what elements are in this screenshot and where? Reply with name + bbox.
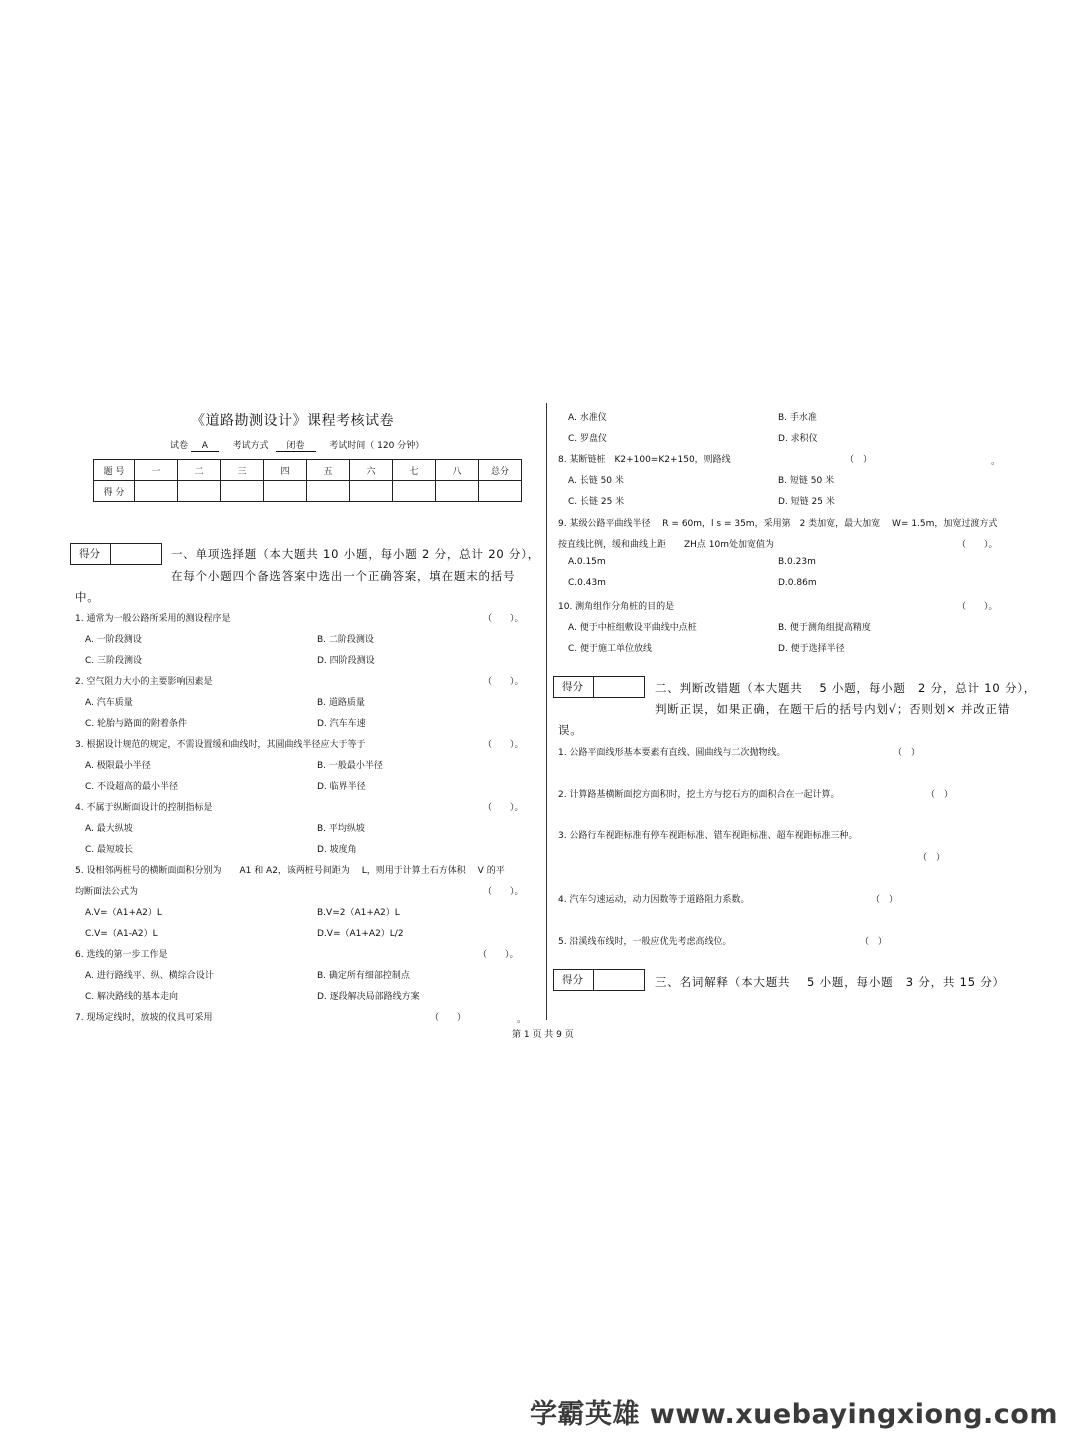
table-cell: 五	[307, 460, 350, 481]
answer-paren[interactable]: （ ）。	[957, 602, 998, 612]
judge-item: 3. 公路行车视距标准有停车视距标准、错车视距标准、超车视距标准三种。	[558, 831, 858, 841]
question-stem: 1. 通常为一般公路所采用的测设程序是	[75, 614, 231, 624]
option-a: A. 长链 50 米	[568, 476, 624, 486]
table-cell: 二	[178, 460, 221, 481]
option-a: A. 进行路线平、纵、横综合设计	[85, 971, 214, 981]
table-cell: 八	[436, 460, 479, 481]
answer-paren[interactable]: （ ）。	[483, 803, 524, 813]
option-b: B.V=2（A1+A2）L	[317, 908, 400, 918]
option-a: A.0.15m	[568, 557, 606, 567]
judge-item: 5. 沿溪线布线时，一般应优先考虑高线位。	[558, 937, 732, 947]
score-input-cell[interactable]	[264, 481, 307, 502]
question-stem: 2. 空气阻力大小的主要影响因素是	[75, 677, 213, 687]
exam-meta	[170, 438, 424, 452]
score-input-cell[interactable]	[307, 481, 350, 502]
answer-paren[interactable]: （ ）	[926, 790, 954, 800]
answer-paren[interactable]: （ ）。	[483, 740, 524, 750]
option-c: C. 长链 25 米	[568, 497, 625, 507]
option-c: C.V=（A1-A2）L	[85, 929, 158, 939]
score-input-cell[interactable]	[221, 481, 264, 502]
option-c: C.0.43m	[568, 578, 606, 588]
answer-paren[interactable]: （ ）	[845, 455, 873, 465]
table-cell: 总分	[479, 460, 522, 481]
question-stem-line2: 均断面法公式为	[75, 887, 139, 897]
option-b: B. 一般最小半径	[317, 761, 383, 771]
score-input-cell[interactable]	[393, 481, 436, 502]
option-c: C. 轮胎与路面的附着条件	[85, 719, 188, 729]
question-stem: 8. 某断链桩 K2+100=K2+150，则路线	[558, 455, 731, 465]
option-d: D. 求积仪	[778, 434, 818, 444]
option-b: B.0.23m	[778, 557, 816, 567]
judge-item: 2. 计算路基横断面挖方面积时，挖土方与挖石方的面积合在一起计算。	[558, 790, 840, 800]
score-table-score-row	[94, 481, 522, 502]
question-stem: 4. 不属于纵断面设计的控制指标是	[75, 803, 213, 813]
question-stem: 9. 某级公路平曲线半径 R = 60m，l s = 35m，采用第 2 类加宽，最大加宽 W= 1.5m，加宽过渡方式	[558, 519, 998, 529]
paper-label: 试卷	[170, 441, 189, 451]
score-input-cell[interactable]	[436, 481, 479, 502]
option-d: D. 四阶段测设	[317, 656, 375, 666]
option-c: C. 解决路线的基本走向	[85, 992, 179, 1002]
end-period: 。	[991, 457, 1001, 467]
time-label: 考试时间（	[329, 441, 375, 451]
paper-value: A	[191, 441, 219, 452]
option-b: B. 短链 50 米	[778, 476, 835, 486]
option-c: C. 便于施工单位放线	[568, 644, 653, 654]
answer-paren[interactable]: （ ）。	[483, 677, 524, 687]
option-c: C. 三阶段测设	[85, 656, 143, 666]
option-a: A. 水准仪	[568, 413, 607, 423]
table-cell: 四	[264, 460, 307, 481]
question-stem: 3. 根据设计规范的规定，不需设置缓和曲线时，其圆曲线半径应大于等于	[75, 740, 366, 750]
option-c: C. 不设超高的最小半径	[85, 782, 179, 792]
option-a: A.V=（A1+A2）L	[85, 908, 162, 918]
score-input-cell[interactable]	[350, 481, 393, 502]
answer-paren[interactable]: （ ）。	[483, 887, 524, 897]
option-b: B. 确定所有细部控制点	[317, 971, 410, 981]
option-d: D.V=（A1+A2）L/2	[317, 929, 404, 939]
answer-paren[interactable]: （ ）	[893, 748, 921, 758]
section2-heading: 二、判断改错题（本大题共 5 小题，每小题 2 分，总计 10 分），	[655, 681, 1037, 695]
question-stem: 10. 测角组作分角桩的目的是	[558, 602, 675, 612]
option-d: D.0.86m	[778, 578, 817, 588]
question-stem: 5. 设相邻两桩号的横断面面积分别为 A1 和 A2，该两桩号间距为 L，则用于计算土石方体积 V 的平	[75, 866, 505, 876]
section3-heading: 三、名词解释（本大题共 5 小题，每小题 3 分，共 15 分）	[655, 975, 1005, 989]
score-table	[93, 459, 522, 502]
table-cell: 六	[350, 460, 393, 481]
option-c: C. 罗盘仪	[568, 434, 608, 444]
option-a: A. 极限最小半径	[85, 761, 151, 771]
exam-title: 《道路勘测设计》课程考核试卷	[191, 413, 394, 429]
answer-paren[interactable]: （ ）	[430, 1013, 467, 1023]
score-input-cell[interactable]	[479, 481, 522, 502]
score-table-header-row	[94, 460, 522, 481]
answer-paren[interactable]: （ ）。	[478, 950, 519, 960]
question-stem-line2: 按直线比例，缓和曲线上距 ZH点 10m处加宽值为	[558, 540, 775, 550]
option-d: D. 短链 25 米	[778, 497, 835, 507]
page-number: 第 1 页 共 9 页	[512, 1030, 574, 1040]
option-d: D. 汽车车速	[317, 719, 366, 729]
option-b: B. 道路质量	[317, 698, 365, 708]
option-a: A. 汽车质量	[85, 698, 133, 708]
time-value: 120 分钟）	[377, 441, 425, 451]
question-stem: 7. 现场定线时，放坡的仪具可采用	[75, 1013, 213, 1023]
judge-item: 1. 公路平面线形基本要素有直线、圆曲线与二次抛物线。	[558, 748, 786, 758]
option-a: A. 一阶段测设	[85, 635, 142, 645]
table-cell: 三	[221, 460, 264, 481]
table-cell: 七	[393, 460, 436, 481]
answer-paren[interactable]: （ ）	[918, 853, 946, 863]
section3-score-box[interactable]	[553, 969, 645, 991]
option-b: B. 二阶段测设	[317, 635, 374, 645]
table-cell: 题 号	[94, 460, 135, 481]
score-input-cell[interactable]	[135, 481, 178, 502]
section2-heading-line2: 判断正误，如果正确，在题干后的括号内划√；否则划× 并改正错	[655, 702, 1011, 716]
option-d: D. 便于选择半径	[778, 644, 845, 654]
option-d: D. 坡度角	[317, 845, 357, 855]
watermark: 学霸英雄 www.xuebayingxiong.com	[529, 1399, 1058, 1430]
table-cell: 得 分	[94, 481, 135, 502]
option-a: A. 最大纵坡	[85, 824, 133, 834]
method-value: 闭卷	[276, 438, 316, 452]
answer-paren[interactable]: （ ）。	[483, 614, 524, 624]
option-a: A. 便于中桩组敷设平曲线中点桩	[568, 623, 697, 633]
option-b: B. 便于测角组提高精度	[778, 623, 871, 633]
judge-item: 4. 汽车匀速运动，动力因数等于道路阻力系数。	[558, 895, 750, 905]
score-box-label: 得分	[554, 970, 594, 990]
end-period: 。	[517, 1015, 527, 1025]
section1-heading-line2: 在每个小题四个备选答案中选出一个正确答案，填在题末的括号	[171, 569, 516, 583]
method-label: 考试方式	[232, 441, 269, 451]
option-d: D. 临界半径	[317, 782, 366, 792]
table-cell: 一	[135, 460, 178, 481]
section1-heading: 一、单项选择题（本大题共 10 小题，每小题 2 分，总计 20 分），	[171, 547, 541, 561]
column-divider	[546, 403, 547, 1020]
score-box-label: 得分	[71, 544, 111, 564]
answer-paren[interactable]: （ ）	[860, 937, 888, 947]
question-stem: 6. 选线的第一步工作是	[75, 950, 168, 960]
option-b: B. 平均纵坡	[317, 824, 365, 834]
score-box-label: 得分	[554, 677, 594, 697]
option-b: B. 手水准	[778, 413, 817, 423]
answer-paren[interactable]: （ ）	[871, 895, 899, 905]
option-d: D. 逐段解决局部路线方案	[317, 992, 420, 1002]
answer-paren[interactable]: （ ）。	[957, 540, 998, 550]
section2-heading-line3: 误。	[558, 723, 583, 737]
section2-score-box[interactable]	[553, 676, 645, 698]
section1-heading-line3: 中。	[75, 590, 100, 604]
option-c: C. 最短坡长	[85, 845, 134, 855]
section1-score-box[interactable]	[70, 543, 162, 565]
score-input-cell[interactable]	[178, 481, 221, 502]
